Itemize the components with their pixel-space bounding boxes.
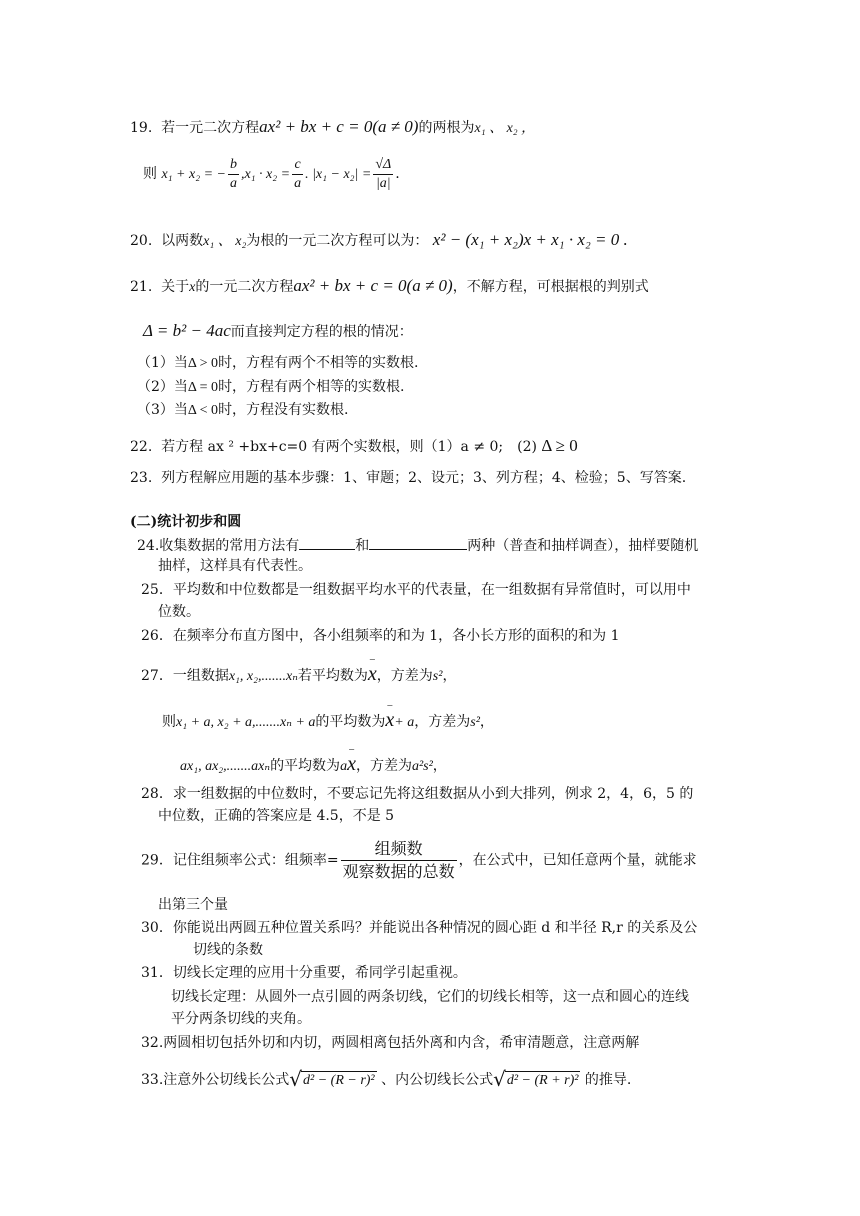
item-27-line3: ax₁, ax₂,.......axₙ的平均数为a– x，方差为a²s²， xyxy=(180,754,447,777)
item-25-line2: 位数。 xyxy=(158,604,200,620)
item-21-line1: 21. 关于x的一元二次方程ax² + bx + c = 0(a ≠ 0)，不解方程，可根据根的判别式 xyxy=(130,276,649,295)
item-number: 23. xyxy=(130,470,153,486)
item-number: 25． xyxy=(141,582,173,598)
item-23: 23. 列方程解应用题的基本步骤：1、审题；2、设元；3、列方程；4、检验；5、写答案. xyxy=(130,470,687,486)
item-number: 20. xyxy=(130,233,153,249)
item-27-line1: 27．一组数据x₁, x₂,.......xₙ若平均数为– x，方差为s²， xyxy=(141,664,456,687)
item-31-line2: 切线长定理：从圆外一点引圆的两条切线，它们的切线长相等，这一点和圆心的连线 xyxy=(171,989,689,1005)
item-24-line1: 24.收集数据的常用方法有 和 两种（普查和抽样调查），抽样要随机 xyxy=(137,535,698,556)
item-29-line2: 出第三个量 xyxy=(158,897,228,913)
item-28-line1: 28．求一组数据的中位数时，不要忘记先将这组数据从小到大排列，例求 2，4，6，5 的 xyxy=(141,786,694,802)
section-heading: (二)统计初步和圆 xyxy=(130,514,242,530)
item-25-line1: 25．平均数和中位数都是一组数据平均水平的代表量，在一组数据有异常值时，可以用中 xyxy=(141,582,691,598)
item-number: 24. xyxy=(137,538,160,554)
item-20: 20. 以两数x₁ 、 x₂为根的一元二次方程可以为： x² − (x₁ + x₂)x + x₁ · x₂ = 0 . xyxy=(130,230,628,249)
blank-1[interactable] xyxy=(299,535,355,550)
item-number: 29． xyxy=(141,852,173,869)
item-32: 32.两圆相切包括外切和内切，两圆相离包括外离和内含，希审清题意，注意两解 xyxy=(141,1035,640,1051)
item-19-line1: 19. 若一元二次方程ax² + bx + c = 0(a ≠ 0)的两根为x₁ 、 x₂ ， xyxy=(130,117,536,136)
group-frequency-fraction: $\frac{\text{组频数}}{\text{观察数据的总数}}$ xyxy=(342,839,455,881)
item-28-line2: 中位数，正确的答案应是 4.5，不是 5 xyxy=(158,808,395,824)
internal-tangent-formula: d² − (R + r)² xyxy=(506,1073,579,1088)
vieta-sum: x₁ + x₂ = − xyxy=(161,167,226,182)
mean-symbol: – x xyxy=(368,664,377,684)
fraction-c-over-a: $\frac{c}{a}$ xyxy=(294,156,302,191)
item-21-case-2: （2）当Δ = 0时，方程有两个相等的实数根. xyxy=(137,379,405,395)
item-31-line3: 平分两条切线的夹角。 xyxy=(171,1011,311,1027)
item-27-line2: 则x₁ + a, x₂ + a,.......xₙ + a的平均数为– x+ a，方差为s²， xyxy=(162,710,494,733)
item-number: 30． xyxy=(141,920,173,936)
quadratic-equation: ax² + bx + c = 0(a ≠ 0) xyxy=(259,117,419,136)
item-number: 32. xyxy=(141,1035,164,1051)
item-number: 31． xyxy=(141,965,173,981)
mean-symbol: – x xyxy=(385,710,394,730)
fraction-sqrt-delta: $\frac{√\Delta}{|a|}$ xyxy=(375,156,392,191)
item-31-line1: 31．切线长定理的应用十分重要，希同学引起重视。 xyxy=(141,965,467,981)
item-21-case-3: （3）当Δ < 0时，方程没有实数根. xyxy=(137,402,349,418)
mean-symbol: – x xyxy=(347,754,356,774)
roots: x₁ 、 x₂ ， xyxy=(474,121,536,136)
blank-2[interactable] xyxy=(369,535,467,550)
item-number: 33. xyxy=(141,1072,164,1088)
fraction-b-over-a: $\frac{b}{a}$ xyxy=(229,156,237,191)
item-29-line1: 29．记住组频率公式：组频率= $\frac{\text{组频数}}{\text{观察数据的总数}}$ ，在公式中，已知任意两个量，就能求 xyxy=(141,839,697,881)
item-22: 22. 若方程 ax ² +bx+c=0 有两个实数根，则（1）a ≠ 0; (2) Δ ≥ 0 xyxy=(130,436,578,455)
item-number: 19. xyxy=(130,120,153,136)
item-number: 21. xyxy=(130,279,153,295)
item-33: 33.注意外公切线长公式√d² − (R − r)² 、内公切线长公式√d² − (R + r)² 的推导. xyxy=(141,1067,632,1091)
radical-icon: √ xyxy=(493,1067,506,1091)
root-difference: . |x₁ − x₂| = xyxy=(305,167,372,182)
item-number: 27． xyxy=(141,668,173,684)
item-number: 22. xyxy=(130,439,153,455)
discriminant: Δ = b² − 4ac xyxy=(143,321,231,340)
item-19-line2: 则 x₁ + x₂ = − $\frac{b}{a}$ ,x₁ · x₂ = $\frac{c}{a}$ . |x₁ − x₂| = $\frac{√\Delta}{|a|}$ . xyxy=(143,156,400,191)
radical-icon: √ xyxy=(289,1067,303,1091)
item-24-line2: 抽样，这样具有代表性。 xyxy=(158,558,312,574)
item-number: 28． xyxy=(141,786,173,802)
item-26: 26．在频率分布直方图中，各小组频率的和为 1，各小长方形的面积的和为 1 xyxy=(141,628,620,644)
item-21-line2: Δ = b² − 4ac而直接判定方程的根的情况： xyxy=(143,321,413,340)
equation-from-roots: x² − (x₁ + x₂)x + x₁ · x₂ = 0 . xyxy=(432,230,628,249)
item-30-line2: 切线的条数 xyxy=(193,942,263,958)
item-21-case-1: （1）当Δ > 0时，方程有两个不相等的实数根. xyxy=(137,355,419,371)
external-tangent-formula: d² − (R − r)² xyxy=(303,1073,375,1088)
quadratic-equation: ax² + bx + c = 0(a ≠ 0) xyxy=(293,276,453,295)
item-30-line1: 30．你能说出两圆五种位置关系吗？并能说出各种情况的圆心距 d 和半径 R,r 的关系及公 xyxy=(141,920,698,936)
item-number: 26． xyxy=(141,628,173,644)
vieta-product: ,x₁ · x₂ = xyxy=(240,167,291,182)
